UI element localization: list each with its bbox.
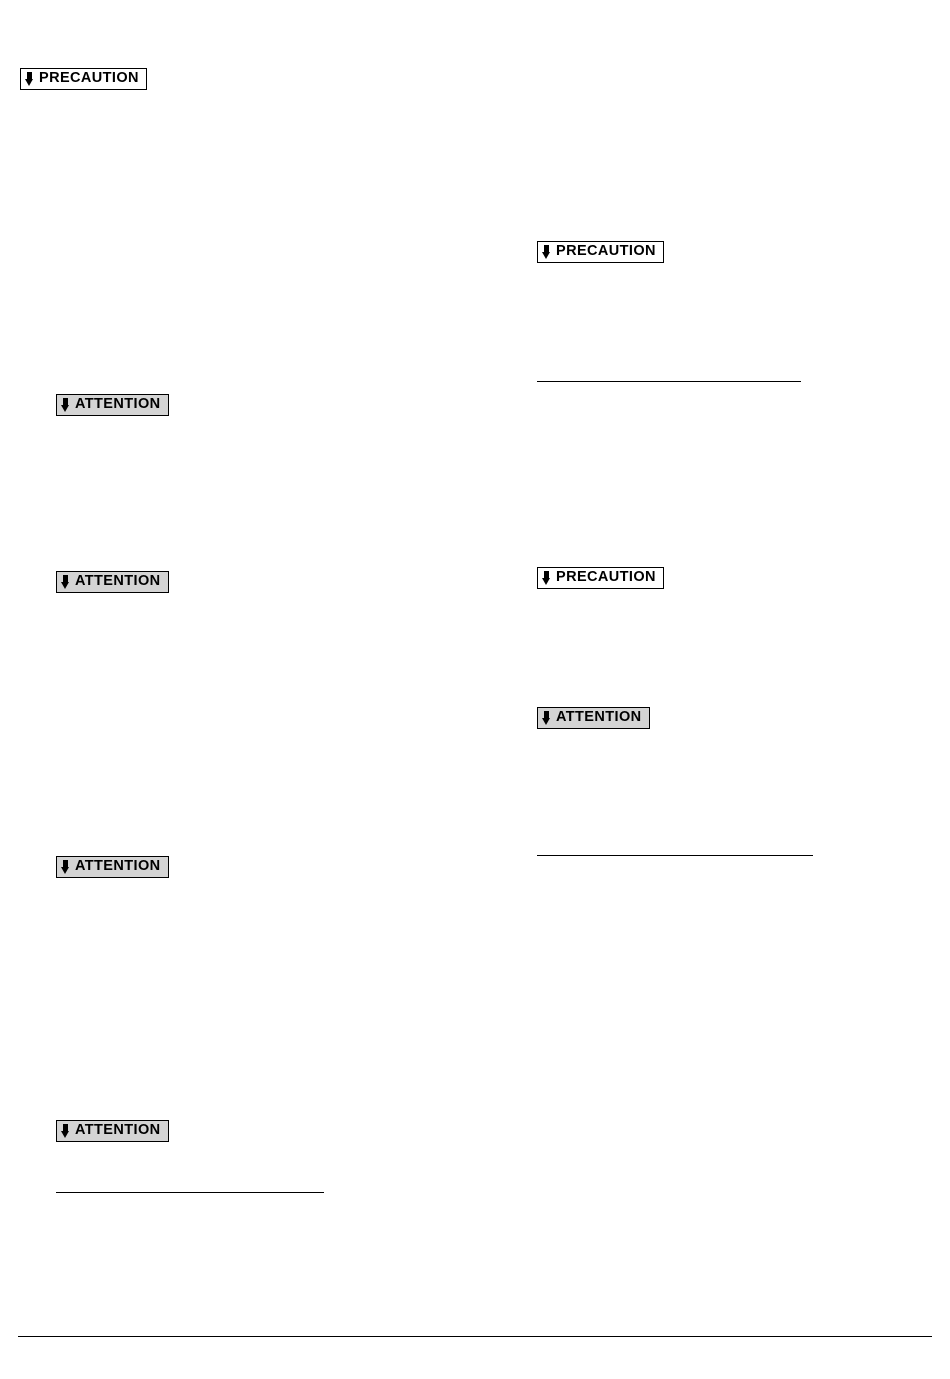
down-arrow-icon (61, 575, 70, 589)
callout-label: PRECAUTION (39, 70, 139, 87)
down-arrow-icon (542, 245, 551, 259)
callout-label: ATTENTION (556, 709, 642, 726)
callout-label: ATTENTION (75, 1122, 161, 1139)
down-arrow-icon (542, 711, 551, 725)
callout-label: ATTENTION (75, 396, 161, 413)
callout-attention-left-2 (56, 571, 169, 593)
callout-label: ATTENTION (75, 858, 161, 875)
callout-attention-right-1 (537, 707, 650, 729)
callout-label: PRECAUTION (556, 243, 656, 260)
section-rule-left-lower (56, 1192, 324, 1193)
down-arrow-icon (61, 398, 70, 412)
section-rule-right-upper (537, 381, 801, 382)
section-rule-right-lower (537, 855, 813, 856)
down-arrow-icon (25, 72, 34, 86)
callout-label: PRECAUTION (556, 569, 656, 586)
callout-precaution-left-1 (20, 68, 147, 90)
callout-label: ATTENTION (75, 573, 161, 590)
down-arrow-icon (61, 860, 70, 874)
callout-precaution-right-2 (537, 567, 664, 589)
down-arrow-icon (542, 571, 551, 585)
footer-separator (18, 1336, 932, 1337)
down-arrow-icon (61, 1124, 70, 1138)
callout-attention-left-1 (56, 394, 169, 416)
callout-precaution-right-1 (537, 241, 664, 263)
callout-attention-left-4 (56, 1120, 169, 1142)
callout-attention-left-3 (56, 856, 169, 878)
